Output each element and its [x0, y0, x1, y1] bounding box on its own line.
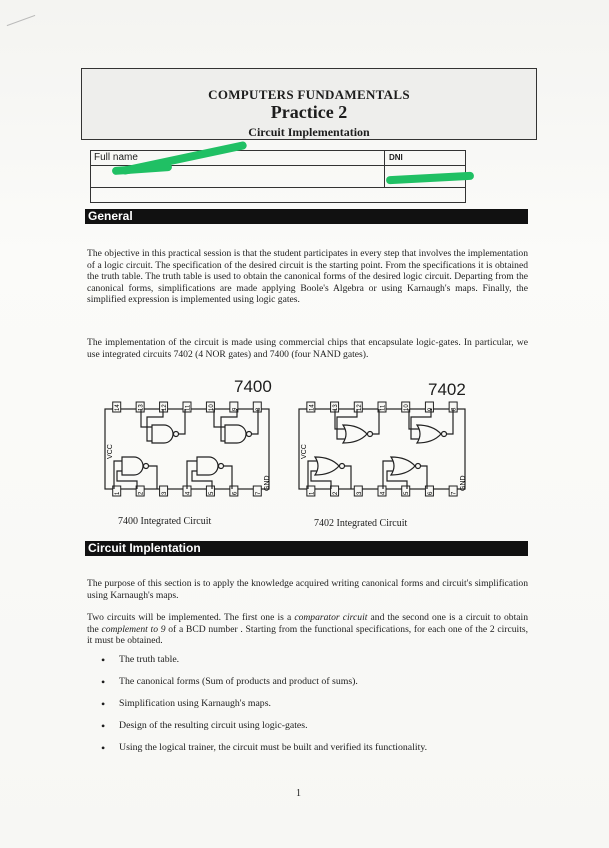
comparator-circuit-term: comparator circuit — [294, 612, 368, 623]
nor-gate-1-bubble — [368, 432, 373, 437]
pin-number: 13 — [138, 404, 145, 411]
general-paragraph-2: The implementation of the circuit is made using commercial chips that encapsulate logic-gates. In particular, we use integrated circuits 7402 (4 NOR gates) and 7400 (four NAND gates). — [87, 337, 528, 360]
general-paragraph-1: The objective in this practical session is that the student participates in every step that involves the implementation of a logic circuit. The specification of the desired circuit is the starting point. From the specifications it is obtained the truth table. The truth table is used to obtain the canonical forms of the desired logic circuit. Departing from the canonical forms, simplifications are made applying Boole's Algebra or using Karnaugh's maps. Finally, the simplified expression is implemented using logic gates. — [87, 248, 528, 305]
pin-number: 14 — [115, 404, 122, 411]
pin-number: 9 — [427, 407, 434, 411]
pin-number: 2 — [333, 491, 340, 495]
pin-number: 7 — [451, 491, 458, 495]
pin-number: 11 — [185, 404, 192, 411]
pin-number: 10 — [208, 404, 215, 411]
chip-7402-diagram — [291, 399, 473, 499]
pin-number: 5 — [208, 491, 215, 495]
chip-7400-gnd-label: GND — [264, 475, 271, 491]
pin-number: 13 — [333, 404, 340, 411]
chip-7402-label: 7402 — [428, 380, 466, 399]
paragraph-2-part-c: of a BCD number . Starting from the functional specifications, for each one of the 2 circuits, it must be obtained. — [87, 623, 528, 646]
page-number: 1 — [296, 788, 301, 799]
pin-number: 2 — [138, 491, 145, 495]
nor-gate-1 — [343, 425, 367, 443]
pin-number: 6 — [427, 491, 434, 495]
list-item: • The truth table. — [101, 654, 531, 676]
chip-7402-gates — [308, 409, 453, 489]
dni-label: DNI — [389, 153, 403, 162]
pin-number: 11 — [380, 404, 387, 411]
chip-7402-pins — [307, 402, 458, 496]
edge-mark — [7, 15, 36, 26]
requirements-list — [101, 654, 531, 764]
nand-gate-1 — [152, 425, 173, 443]
nor-gate-3 — [315, 457, 339, 475]
paragraph-2-part-a: Two circuits will be implemented. The first one is a — [87, 612, 295, 623]
practice-subtitle: Circuit Implementation — [248, 125, 370, 139]
list-item: • Simplification using Karnaugh's maps. — [101, 698, 531, 720]
pin-number: 9 — [232, 407, 239, 411]
implementation-heading-bar — [85, 541, 528, 556]
implementation-paragraph-2 — [87, 612, 528, 647]
nor-gate-3-bubble — [340, 464, 345, 469]
pin-number: 8 — [255, 407, 262, 411]
nand-gate-4 — [197, 457, 218, 475]
chip-7400-vcc-label: VCC — [107, 444, 114, 459]
nand-gate-3 — [122, 457, 143, 475]
list-item: • Design of the resulting circuit using logic-gates. — [101, 720, 531, 742]
pin-number: 10 — [404, 404, 411, 411]
pin-number: 7 — [255, 491, 262, 495]
pin-number: 12 — [356, 404, 363, 411]
nor-gate-4-bubble — [416, 464, 421, 469]
pin-number: 12 — [162, 404, 169, 411]
list-item: • Using the logical trainer, the circuit must be built and verified its functionality. — [101, 742, 531, 764]
general-heading: General — [88, 209, 133, 223]
nand-gate-1-bubble — [174, 432, 179, 437]
pin-number: 8 — [451, 407, 458, 411]
pin-number: 4 — [185, 491, 192, 495]
pin-number: 4 — [380, 491, 387, 495]
pin-number: 14 — [309, 404, 316, 411]
pin-number: 3 — [356, 491, 363, 495]
list-item: • The canonical forms (Sum of products and product of sums). — [101, 676, 531, 698]
chip-7400-gates — [114, 409, 258, 489]
chip-7402-wires-top — [335, 409, 453, 439]
nand-gate-3-bubble — [144, 464, 149, 469]
chip-7402-body — [299, 409, 465, 489]
column-divider — [384, 151, 385, 187]
pin-number: 1 — [309, 491, 316, 495]
pin-number: 1 — [115, 491, 122, 495]
nand-gate-2-bubble — [247, 432, 252, 437]
chip-7400-label: 7400 — [234, 377, 272, 396]
implementation-paragraph-1: The purpose of this section is to apply the knowledge acquired writing canonical forms and circuit's simplification using Karnaugh's maps. — [87, 578, 528, 601]
nand-gate-4-bubble — [219, 464, 224, 469]
full-name-label: Full name — [94, 152, 138, 163]
course-title: COMPUTERS FUNDAMENTALS — [208, 87, 410, 102]
chip-7402-wires-bottom — [308, 461, 427, 489]
header-box — [81, 68, 537, 140]
implementation-heading: Circuit Implentation — [88, 541, 201, 555]
chip-7402-vcc-label: VCC — [301, 444, 308, 459]
nor-gate-4 — [391, 457, 415, 475]
paragraph-2-part-b: and the second one is a circuit to obtain the — [87, 612, 528, 635]
practice-title: Practice 2 — [270, 102, 348, 122]
general-heading-bar — [85, 209, 528, 224]
chip-7400-caption: 7400 Integrated Circuit — [118, 516, 212, 527]
complement-term: complement to 9 — [101, 623, 166, 635]
chip-7400-diagram — [97, 399, 277, 499]
pin-number: 3 — [162, 491, 169, 495]
chip-7402-caption: 7402 Integrated Circuit — [314, 518, 408, 529]
nor-gate-2 — [417, 425, 441, 443]
pin-number: 5 — [404, 491, 411, 495]
pin-number: 6 — [232, 491, 239, 495]
chip-7402-gnd-label: GND — [460, 475, 467, 491]
nor-gate-2-bubble — [442, 432, 447, 437]
nand-gate-2 — [225, 425, 246, 443]
